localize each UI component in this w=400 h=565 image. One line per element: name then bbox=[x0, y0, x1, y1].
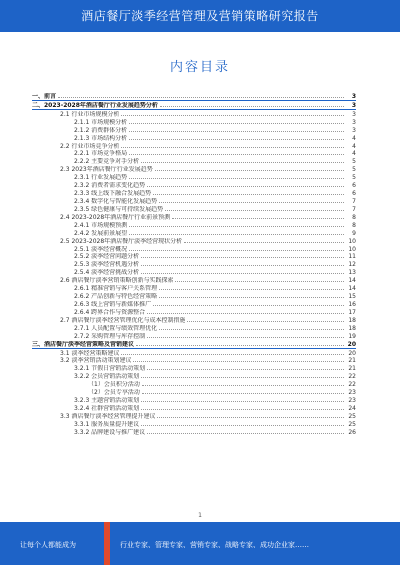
toc-entry[interactable] bbox=[32, 356, 356, 364]
toc-entry-title: 2.5.2 淡季经营问题分析 bbox=[74, 253, 140, 261]
toc-entry-page: 5 bbox=[352, 174, 356, 182]
toc-entry-page: 25 bbox=[348, 412, 356, 420]
toc-dot-leader bbox=[147, 181, 344, 187]
toc-entry[interactable] bbox=[32, 396, 356, 404]
toc-entry[interactable] bbox=[32, 189, 356, 197]
toc-entry-title: 2.5 2023-2028年酒店餐厅淡季经营现状分析 bbox=[60, 237, 183, 245]
toc-dot-leader bbox=[147, 364, 344, 370]
toc-dot-leader bbox=[153, 189, 344, 195]
toc-dot-leader bbox=[136, 340, 344, 346]
toc-entry-title: 二、2023-2028年酒店餐厅行业发展趋势分析 bbox=[32, 101, 158, 109]
toc-entry[interactable] bbox=[32, 380, 356, 388]
toc-entry-page: 20 bbox=[347, 340, 356, 348]
toc-entry[interactable] bbox=[32, 340, 356, 349]
toc-entry-title: 2.7 酒店餐厅淡季经营管理优化与成本控制措施 bbox=[60, 316, 186, 324]
toc-entry-page: 3 bbox=[351, 93, 356, 100]
toc-entry-title: 2.6.3 线上营销与新媒体推广 bbox=[74, 300, 152, 308]
footer-slogan-right: 行业专家、管理专家、营销专家、战略专家、成功企业家…… bbox=[120, 541, 309, 549]
toc-dot-leader bbox=[175, 276, 344, 282]
toc-entry[interactable] bbox=[32, 101, 356, 110]
footer-slogan-left: 让每个人都能成为 bbox=[20, 541, 76, 549]
toc-entry-page: 3 bbox=[351, 101, 356, 109]
toc-entry-title: 3.3 酒店餐厅淡季经营管理提升建议 bbox=[60, 412, 156, 420]
toc-dot-leader bbox=[142, 380, 344, 386]
toc-entry[interactable] bbox=[32, 308, 356, 316]
toc-entry-title: 2.2.1 市场竞争格局 bbox=[74, 150, 128, 158]
toc-dot-leader bbox=[159, 197, 344, 203]
toc-entry-title: 2.6.2 产品创新与特色经营策略 bbox=[74, 293, 158, 300]
toc-entry-page: 3 bbox=[352, 126, 356, 134]
toc-entry-page: 22 bbox=[348, 373, 356, 381]
toc-dot-leader bbox=[159, 324, 344, 330]
toc-entry-page: 10 bbox=[348, 245, 356, 253]
toc-dot-leader bbox=[141, 396, 344, 402]
toc-entry-title: 2.1.3 市场结构分析 bbox=[74, 134, 128, 142]
toc-entry-page: 4 bbox=[352, 150, 356, 158]
table-of-contents bbox=[32, 92, 356, 436]
toc-dot-leader bbox=[159, 284, 344, 290]
toc-entry-title: 2.3.3 线上线下融合发展趋势 bbox=[74, 190, 152, 197]
toc-entry-page: 24 bbox=[348, 404, 356, 412]
toc-entry[interactable] bbox=[32, 126, 356, 134]
toc-entry-title: 2.4 2023-2028年酒店餐厅行业前景预测 bbox=[60, 213, 171, 221]
toc-entry[interactable] bbox=[32, 213, 356, 221]
toc-entry[interactable] bbox=[32, 149, 356, 157]
toc-entry[interactable] bbox=[32, 412, 356, 420]
toc-entry-page: 11 bbox=[348, 253, 356, 261]
toc-entry-title: （2）会员专享活动 bbox=[88, 389, 140, 397]
toc-entry[interactable] bbox=[32, 157, 356, 165]
toc-entry-title: 2.3.4 数字化与智能化发展趋势 bbox=[74, 197, 158, 205]
toc-entry-title: 2.6.1 精准营销与客户关系管理 bbox=[74, 285, 158, 293]
toc-entry-page: 17 bbox=[348, 308, 356, 316]
toc-dot-leader bbox=[141, 260, 344, 266]
toc-dot-leader bbox=[129, 126, 344, 132]
page-number: 1 bbox=[198, 512, 202, 519]
toc-dot-leader bbox=[142, 388, 344, 394]
toc-entry-title: 2.3.2 消费者需求变化趋势 bbox=[74, 182, 146, 190]
toc-dot-leader bbox=[129, 229, 344, 235]
toc-entry-page: 8 bbox=[352, 221, 356, 229]
toc-entry-title: 2.2 行业市场竞争分析 bbox=[60, 142, 120, 150]
toc-entry[interactable] bbox=[32, 428, 356, 436]
toc-dot-leader bbox=[153, 300, 344, 306]
toc-entry[interactable] bbox=[32, 364, 356, 372]
toc-entry[interactable] bbox=[32, 252, 356, 260]
toc-entry-page: 6 bbox=[352, 182, 356, 190]
toc-entry[interactable] bbox=[32, 324, 356, 332]
toc-entry[interactable] bbox=[32, 142, 356, 150]
toc-entry-title: 3.2.1 节假日营销活动策划 bbox=[74, 365, 146, 373]
toc-entry[interactable] bbox=[32, 237, 356, 245]
toc-entry-page: 21 bbox=[348, 365, 356, 373]
toc-entry-page: 7 bbox=[352, 197, 356, 205]
toc-dot-leader bbox=[187, 316, 344, 322]
toc-entry-title: （1）会员积分活动 bbox=[88, 381, 140, 389]
toc-entry-title: 2.2.2 主要竞争对手分析 bbox=[74, 158, 140, 166]
toc-entry-title: 一、前言 bbox=[32, 93, 57, 100]
toc-entry[interactable] bbox=[32, 404, 356, 412]
toc-dot-leader bbox=[141, 268, 344, 274]
toc-dot-leader bbox=[147, 332, 344, 338]
toc-entry[interactable] bbox=[32, 165, 356, 173]
toc-entry[interactable] bbox=[32, 92, 356, 101]
toc-entry-page: 21 bbox=[348, 357, 356, 365]
toc-entry[interactable] bbox=[32, 420, 356, 428]
toc-entry-page: 3 bbox=[352, 118, 356, 126]
toc-entry[interactable] bbox=[32, 332, 356, 340]
toc-dot-leader bbox=[141, 404, 344, 410]
toc-entry-title: 三、酒店餐厅淡季经营策略及营销建议 bbox=[32, 340, 135, 348]
toc-entry-title: 2.3 2023年酒店餐厅行业发展趋势 bbox=[60, 166, 153, 174]
toc-entry[interactable] bbox=[32, 229, 356, 237]
toc-entry[interactable] bbox=[32, 276, 356, 284]
toc-entry-title: 2.5.1 淡季经营概况 bbox=[74, 245, 128, 253]
toc-dot-leader bbox=[129, 245, 344, 251]
toc-dot-leader bbox=[129, 173, 344, 179]
toc-entry-title: 2.7.2 采购管理与库存控制 bbox=[74, 332, 146, 340]
toc-entry-title: 3.3.1 服务质量提升建议 bbox=[74, 420, 140, 428]
toc-entry[interactable] bbox=[32, 221, 356, 229]
toc-dot-leader bbox=[159, 292, 344, 298]
toc-entry-title: 2.1 行业市场规模分析 bbox=[60, 110, 120, 118]
toc-entry-page: 19 bbox=[348, 332, 356, 340]
toc-entry[interactable] bbox=[32, 118, 356, 126]
toc-entry-page: 13 bbox=[348, 269, 356, 277]
toc-entry-title: 3.1 淡季经营策略建议 bbox=[60, 349, 120, 357]
toc-dot-leader bbox=[129, 118, 344, 124]
toc-dot-leader bbox=[121, 110, 344, 116]
toc-entry-page: 10 bbox=[348, 237, 356, 245]
toc-entry[interactable] bbox=[32, 260, 356, 268]
toc-entry-title: 2.5.4 淡季经营挑战分析 bbox=[74, 269, 140, 277]
toc-dot-leader bbox=[157, 412, 344, 418]
toc-entry-title: 3.2.4 社群营销活动策划 bbox=[74, 404, 140, 412]
toc-entry-title: 2.3.1 行业发展趋势 bbox=[74, 174, 128, 182]
toc-entry-page: 7 bbox=[352, 205, 356, 213]
toc-entry[interactable] bbox=[32, 245, 356, 253]
toc-entry-title: 2.4.1 市场规模预测 bbox=[74, 221, 128, 229]
toc-entry-page: 16 bbox=[348, 300, 356, 308]
toc-entry-title: 3.3.2 品牌建设与推广建议 bbox=[74, 428, 146, 436]
toc-dot-leader bbox=[165, 205, 344, 211]
toc-entry-page: 20 bbox=[348, 349, 356, 357]
toc-entry-title: 3.2 淡季营销活动策划建议 bbox=[60, 357, 132, 365]
toc-entry[interactable] bbox=[32, 349, 356, 357]
toc-dot-leader bbox=[121, 349, 344, 355]
toc-dot-leader bbox=[147, 308, 344, 314]
toc-dot-leader bbox=[141, 372, 344, 378]
toc-entry[interactable] bbox=[32, 205, 356, 213]
toc-entry-page: 8 bbox=[352, 213, 356, 221]
toc-dot-leader bbox=[141, 420, 344, 426]
toc-dot-leader bbox=[141, 157, 344, 163]
toc-entry[interactable] bbox=[32, 292, 356, 300]
toc-entry[interactable] bbox=[32, 316, 356, 324]
toc-entry-page: 9 bbox=[352, 229, 356, 237]
toc-dot-leader bbox=[121, 142, 344, 148]
toc-dot-leader bbox=[129, 134, 344, 140]
toc-entry-page: 5 bbox=[352, 158, 356, 166]
toc-entry[interactable] bbox=[32, 197, 356, 205]
toc-entry-title: 2.6 酒店餐厅淡季营销策略创新与实践探索 bbox=[60, 277, 174, 285]
toc-entry[interactable] bbox=[32, 372, 356, 380]
toc-entry-title: 2.5.3 淡季经营机遇分析 bbox=[74, 261, 140, 269]
toc-entry-page: 4 bbox=[352, 134, 356, 142]
toc-heading: 内容目录 bbox=[169, 60, 230, 75]
toc-entry-page: 18 bbox=[348, 316, 356, 324]
toc-dot-leader bbox=[129, 221, 344, 227]
toc-entry-page: 12 bbox=[348, 261, 356, 269]
toc-dot-leader bbox=[133, 356, 344, 362]
toc-entry[interactable] bbox=[32, 110, 356, 118]
toc-dot-leader bbox=[172, 213, 344, 219]
toc-entry[interactable] bbox=[32, 300, 356, 308]
toc-entry-page: 22 bbox=[348, 381, 356, 389]
toc-dot-leader bbox=[141, 252, 344, 258]
toc-entry-page: 25 bbox=[348, 420, 356, 428]
toc-entry-page: 14 bbox=[348, 277, 356, 285]
toc-dot-leader bbox=[160, 101, 344, 107]
toc-entry[interactable] bbox=[32, 268, 356, 276]
toc-entry-page: 4 bbox=[352, 142, 356, 150]
toc-entry-page: 6 bbox=[352, 190, 356, 197]
toc-entry-page: 3 bbox=[352, 110, 356, 118]
toc-entry-title: 3.2.2 会员营销活动策划 bbox=[74, 373, 140, 381]
toc-entry-page: 15 bbox=[348, 293, 356, 300]
toc-entry[interactable] bbox=[32, 173, 356, 181]
toc-entry-title: 2.6.4 跨界合作与资源整合 bbox=[74, 308, 146, 316]
toc-entry[interactable] bbox=[32, 181, 356, 189]
toc-entry[interactable] bbox=[32, 388, 356, 396]
toc-dot-leader bbox=[184, 237, 344, 243]
toc-dot-leader bbox=[147, 428, 344, 434]
toc-entry-page: 14 bbox=[348, 285, 356, 293]
toc-entry-title: 2.7.1 人员配置与绩效管理优化 bbox=[74, 324, 158, 332]
toc-entry[interactable] bbox=[32, 134, 356, 142]
toc-entry[interactable] bbox=[32, 284, 356, 292]
toc-entry-title: 2.1.2 消费群体分析 bbox=[74, 126, 128, 134]
footer-accent-divider bbox=[104, 522, 110, 565]
toc-entry-page: 5 bbox=[352, 166, 356, 174]
toc-entry-title: 2.3.5 绿色健康与可持续发展趋势 bbox=[74, 205, 164, 213]
toc-entry-page: 26 bbox=[348, 428, 356, 436]
toc-dot-leader bbox=[129, 149, 344, 155]
toc-entry-title: 2.1.1 市场规模分析 bbox=[74, 118, 128, 126]
toc-entry-page: 23 bbox=[348, 389, 356, 397]
toc-entry-title: 3.2.3 主题营销活动策划 bbox=[74, 397, 140, 404]
toc-entry-title: 2.4.2 发展前景展望 bbox=[74, 229, 128, 237]
toc-entry-page: 18 bbox=[348, 324, 356, 332]
toc-entry-page: 23 bbox=[348, 397, 356, 404]
toc-dot-leader bbox=[155, 165, 344, 171]
toc-dot-leader bbox=[58, 92, 344, 98]
report-title: 酒店餐厅淡季经营管理及营销策略研究报告 bbox=[81, 9, 319, 23]
